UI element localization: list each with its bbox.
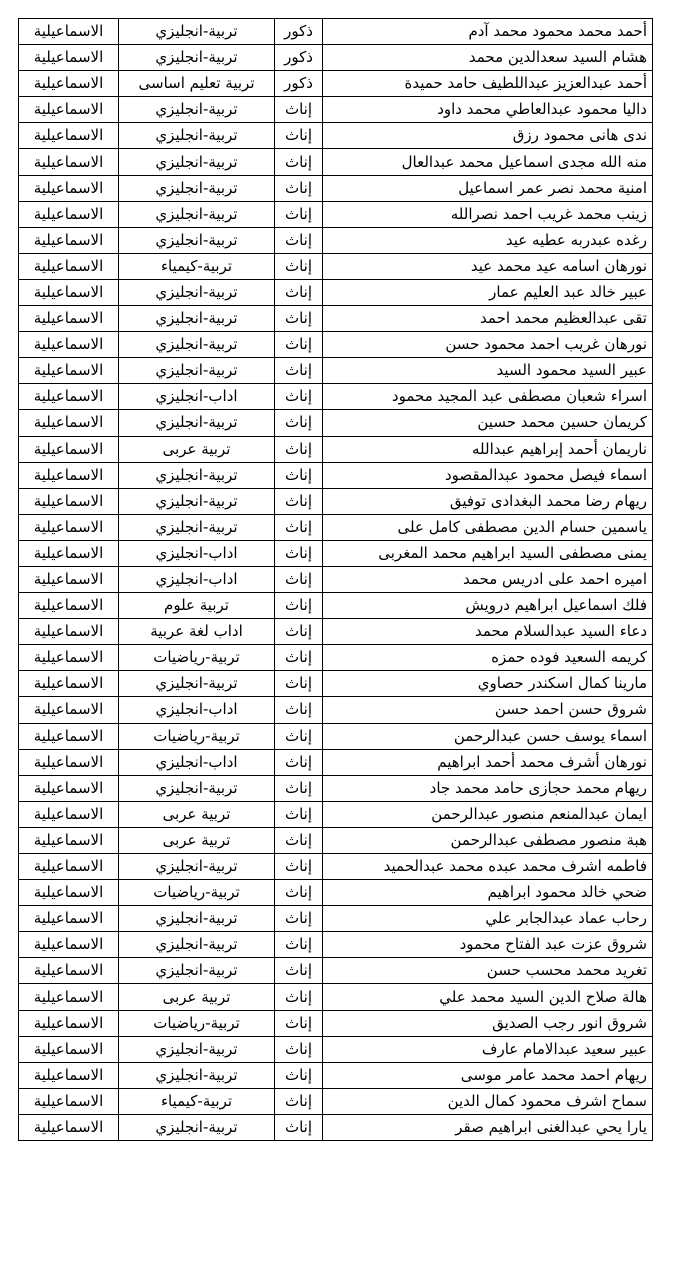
- governorate-cell: الاسماعيلية: [19, 854, 119, 880]
- page-bottom-margin: [0, 1240, 673, 1280]
- gender-cell: إناث: [275, 306, 323, 332]
- name-cell: شروق عزت عبد الفتاح محمود: [323, 932, 653, 958]
- governorate-cell: الاسماعيلية: [19, 827, 119, 853]
- name-cell: رغده عبدربه عطيه عيد: [323, 227, 653, 253]
- governorate-cell: الاسماعيلية: [19, 593, 119, 619]
- table-row: [19, 854, 653, 880]
- name-cell: تقى عبدالعظيم محمد احمد: [323, 306, 653, 332]
- names-table: [18, 18, 653, 1141]
- governorate-cell: الاسماعيلية: [19, 906, 119, 932]
- table-row: [19, 1114, 653, 1140]
- table-row: [19, 723, 653, 749]
- department-cell: تربية-انجليزي: [119, 332, 275, 358]
- department-cell: تربية تعليم اساسى: [119, 71, 275, 97]
- department-cell: تربية-انجليزي: [119, 306, 275, 332]
- name-cell: فاطمه اشرف محمد عبده محمد عبدالحميد: [323, 854, 653, 880]
- governorate-cell: الاسماعيلية: [19, 97, 119, 123]
- table-row: [19, 932, 653, 958]
- governorate-cell: الاسماعيلية: [19, 566, 119, 592]
- gender-cell: إناث: [275, 97, 323, 123]
- table-row: [19, 566, 653, 592]
- name-cell: فلك اسماعيل ابراهيم درويش: [323, 593, 653, 619]
- governorate-cell: الاسماعيلية: [19, 123, 119, 149]
- table-row: [19, 436, 653, 462]
- table-row: [19, 71, 653, 97]
- department-cell: تربية عربى: [119, 827, 275, 853]
- governorate-cell: الاسماعيلية: [19, 410, 119, 436]
- table-row: [19, 880, 653, 906]
- gender-cell: إناث: [275, 488, 323, 514]
- name-cell: ايمان عبدالمنعم منصور عبدالرحمن: [323, 801, 653, 827]
- department-cell: اداب-انجليزي: [119, 566, 275, 592]
- gender-cell: إناث: [275, 1088, 323, 1114]
- gender-cell: إناث: [275, 566, 323, 592]
- governorate-cell: الاسماعيلية: [19, 253, 119, 279]
- name-cell: اسماء يوسف حسن عبدالرحمن: [323, 723, 653, 749]
- governorate-cell: الاسماعيلية: [19, 801, 119, 827]
- table-row: [19, 19, 653, 45]
- gender-cell: إناث: [275, 1062, 323, 1088]
- table-row: [19, 1088, 653, 1114]
- name-cell: هبة منصور مصطفى عبدالرحمن: [323, 827, 653, 853]
- name-cell: مارينا كمال اسكندر حصاوي: [323, 671, 653, 697]
- gender-cell: ذكور: [275, 19, 323, 45]
- table-row: [19, 332, 653, 358]
- department-cell: اداب لغة عربية: [119, 619, 275, 645]
- table-row: [19, 462, 653, 488]
- table-row: [19, 358, 653, 384]
- department-cell: تربية-رياضيات: [119, 1010, 275, 1036]
- table-row: [19, 306, 653, 332]
- gender-cell: إناث: [275, 645, 323, 671]
- gender-cell: إناث: [275, 279, 323, 305]
- gender-cell: إناث: [275, 540, 323, 566]
- gender-cell: إناث: [275, 175, 323, 201]
- gender-cell: ذكور: [275, 71, 323, 97]
- name-cell: شروق انور رجب الصديق: [323, 1010, 653, 1036]
- name-cell: يارا يحي عبدالغنى ابراهيم صقر: [323, 1114, 653, 1140]
- department-cell: تربية-انجليزي: [119, 932, 275, 958]
- gender-cell: إناث: [275, 201, 323, 227]
- gender-cell: إناث: [275, 1114, 323, 1140]
- governorate-cell: الاسماعيلية: [19, 775, 119, 801]
- department-cell: اداب-انجليزي: [119, 540, 275, 566]
- department-cell: تربية-انجليزي: [119, 1062, 275, 1088]
- gender-cell: إناث: [275, 593, 323, 619]
- gender-cell: إناث: [275, 723, 323, 749]
- department-cell: تربية-رياضيات: [119, 880, 275, 906]
- governorate-cell: الاسماعيلية: [19, 984, 119, 1010]
- table-row: [19, 514, 653, 540]
- governorate-cell: الاسماعيلية: [19, 540, 119, 566]
- name-cell: منه الله مجدى اسماعيل محمد عبدالعال: [323, 149, 653, 175]
- department-cell: تربية عربى: [119, 436, 275, 462]
- governorate-cell: الاسماعيلية: [19, 1088, 119, 1114]
- governorate-cell: الاسماعيلية: [19, 1114, 119, 1140]
- table-row: [19, 645, 653, 671]
- department-cell: تربية-انجليزي: [119, 410, 275, 436]
- gender-cell: إناث: [275, 749, 323, 775]
- name-cell: دعاء السيد عبدالسلام محمد: [323, 619, 653, 645]
- governorate-cell: الاسماعيلية: [19, 723, 119, 749]
- governorate-cell: الاسماعيلية: [19, 332, 119, 358]
- department-cell: تربية-انجليزي: [119, 227, 275, 253]
- gender-cell: إناث: [275, 514, 323, 540]
- table-row: [19, 1062, 653, 1088]
- gender-cell: إناث: [275, 854, 323, 880]
- table-body: [19, 19, 653, 1141]
- department-cell: اداب-انجليزي: [119, 384, 275, 410]
- gender-cell: إناث: [275, 880, 323, 906]
- table-row: [19, 201, 653, 227]
- table-row: [19, 671, 653, 697]
- gender-cell: إناث: [275, 801, 323, 827]
- gender-cell: إناث: [275, 827, 323, 853]
- department-cell: اداب-انجليزي: [119, 697, 275, 723]
- name-cell: اميره احمد على ادريس محمد: [323, 566, 653, 592]
- gender-cell: إناث: [275, 410, 323, 436]
- table-row: [19, 1036, 653, 1062]
- table-row: [19, 906, 653, 932]
- name-cell: ياسمين حسام الدين مصطفى كامل على: [323, 514, 653, 540]
- name-cell: كريمان حسين محمد حسين: [323, 410, 653, 436]
- gender-cell: إناث: [275, 462, 323, 488]
- department-cell: تربية-انجليزي: [119, 906, 275, 932]
- table-row: [19, 593, 653, 619]
- name-cell: داليا محمود عبدالعاطي محمد داود: [323, 97, 653, 123]
- gender-cell: إناث: [275, 697, 323, 723]
- name-cell: ريهام رضا محمد البغدادى توفيق: [323, 488, 653, 514]
- department-cell: تربية-انجليزي: [119, 45, 275, 71]
- table-row: [19, 97, 653, 123]
- governorate-cell: الاسماعيلية: [19, 645, 119, 671]
- department-cell: تربية علوم: [119, 593, 275, 619]
- gender-cell: إناث: [275, 932, 323, 958]
- name-cell: ريهام محمد حجازى حامد محمد جاد: [323, 775, 653, 801]
- governorate-cell: الاسماعيلية: [19, 749, 119, 775]
- department-cell: تربية-رياضيات: [119, 723, 275, 749]
- name-cell: ندى هانى محمود رزق: [323, 123, 653, 149]
- table-row: [19, 227, 653, 253]
- table-row: [19, 775, 653, 801]
- gender-cell: إناث: [275, 1036, 323, 1062]
- name-cell: كريمه السعيد فوده حمزه: [323, 645, 653, 671]
- governorate-cell: الاسماعيلية: [19, 958, 119, 984]
- name-cell: نورهان اسامه عيد محمد عيد: [323, 253, 653, 279]
- gender-cell: إناث: [275, 358, 323, 384]
- table-row: [19, 801, 653, 827]
- gender-cell: إناث: [275, 384, 323, 410]
- gender-cell: إناث: [275, 1010, 323, 1036]
- table-row: [19, 488, 653, 514]
- gender-cell: إناث: [275, 253, 323, 279]
- governorate-cell: الاسماعيلية: [19, 358, 119, 384]
- gender-cell: إناث: [275, 123, 323, 149]
- gender-cell: إناث: [275, 227, 323, 253]
- governorate-cell: الاسماعيلية: [19, 436, 119, 462]
- table-row: [19, 175, 653, 201]
- name-cell: اسراء شعبان مصطفى عبد المجيد محمود: [323, 384, 653, 410]
- department-cell: تربية-انجليزي: [119, 462, 275, 488]
- table-row: [19, 123, 653, 149]
- department-cell: تربية-انجليزي: [119, 279, 275, 305]
- governorate-cell: الاسماعيلية: [19, 149, 119, 175]
- name-cell: ناريمان أحمد إبراهيم عبدالله: [323, 436, 653, 462]
- table-row: [19, 384, 653, 410]
- table-row: [19, 149, 653, 175]
- department-cell: تربية عربى: [119, 801, 275, 827]
- gender-cell: إناث: [275, 332, 323, 358]
- name-cell: نورهان غريب احمد محمود حسن: [323, 332, 653, 358]
- table-row: [19, 827, 653, 853]
- table-row: [19, 619, 653, 645]
- table-row: [19, 410, 653, 436]
- table-row: [19, 540, 653, 566]
- governorate-cell: الاسماعيلية: [19, 201, 119, 227]
- governorate-cell: الاسماعيلية: [19, 175, 119, 201]
- name-cell: عبير سعيد عبدالامام عارف: [323, 1036, 653, 1062]
- name-cell: عبير السيد محمود السيد: [323, 358, 653, 384]
- name-cell: امنية محمد نصر عمر اسماعيل: [323, 175, 653, 201]
- department-cell: تربية-انجليزي: [119, 149, 275, 175]
- table-row: [19, 45, 653, 71]
- gender-cell: ذكور: [275, 45, 323, 71]
- gender-cell: إناث: [275, 958, 323, 984]
- name-cell: زينب محمد غريب احمد نصرالله: [323, 201, 653, 227]
- department-cell: تربية-انجليزي: [119, 201, 275, 227]
- table-row: [19, 279, 653, 305]
- governorate-cell: الاسماعيلية: [19, 697, 119, 723]
- governorate-cell: الاسماعيلية: [19, 880, 119, 906]
- governorate-cell: الاسماعيلية: [19, 932, 119, 958]
- department-cell: تربية-انجليزي: [119, 775, 275, 801]
- department-cell: تربية-انجليزي: [119, 175, 275, 201]
- name-cell: أحمد عبدالعزيز عبداللطيف حامد حميدة: [323, 71, 653, 97]
- table-row: [19, 984, 653, 1010]
- name-cell: ريهام احمد محمد عامر موسى: [323, 1062, 653, 1088]
- governorate-cell: الاسماعيلية: [19, 279, 119, 305]
- table-row: [19, 253, 653, 279]
- name-cell: اسماء فيصل محمود عبدالمقصود: [323, 462, 653, 488]
- gender-cell: إناث: [275, 436, 323, 462]
- department-cell: تربية-انجليزي: [119, 19, 275, 45]
- table-row: [19, 958, 653, 984]
- name-cell: هالة صلاح الدين السيد محمد علي: [323, 984, 653, 1010]
- name-cell: عبير خالد عبد العليم عمار: [323, 279, 653, 305]
- governorate-cell: الاسماعيلية: [19, 671, 119, 697]
- governorate-cell: الاسماعيلية: [19, 1062, 119, 1088]
- name-cell: يمنى مصطفى السيد ابراهيم محمد المغربى: [323, 540, 653, 566]
- department-cell: تربية-انجليزي: [119, 671, 275, 697]
- governorate-cell: الاسماعيلية: [19, 384, 119, 410]
- department-cell: تربية-كيمياء: [119, 253, 275, 279]
- name-cell: أحمد محمد محمود محمد آدم: [323, 19, 653, 45]
- name-cell: هشام السيد سعدالدين محمد: [323, 45, 653, 71]
- department-cell: تربية-انجليزي: [119, 1114, 275, 1140]
- governorate-cell: الاسماعيلية: [19, 1010, 119, 1036]
- department-cell: تربية-كيمياء: [119, 1088, 275, 1114]
- governorate-cell: الاسماعيلية: [19, 1036, 119, 1062]
- governorate-cell: الاسماعيلية: [19, 514, 119, 540]
- governorate-cell: الاسماعيلية: [19, 19, 119, 45]
- governorate-cell: الاسماعيلية: [19, 45, 119, 71]
- name-cell: ضحي خالد محمود ابراهيم: [323, 880, 653, 906]
- governorate-cell: الاسماعيلية: [19, 306, 119, 332]
- name-cell: شروق حسن احمد حسن: [323, 697, 653, 723]
- gender-cell: إناث: [275, 984, 323, 1010]
- department-cell: اداب-انجليزي: [119, 749, 275, 775]
- department-cell: تربية-انجليزي: [119, 514, 275, 540]
- name-cell: رحاب عماد عبدالجابر علي: [323, 906, 653, 932]
- gender-cell: إناث: [275, 149, 323, 175]
- gender-cell: إناث: [275, 671, 323, 697]
- table-row: [19, 697, 653, 723]
- governorate-cell: الاسماعيلية: [19, 488, 119, 514]
- name-cell: تغريد محمد محسب حسن: [323, 958, 653, 984]
- department-cell: تربية-انجليزي: [119, 123, 275, 149]
- department-cell: تربية-انجليزي: [119, 358, 275, 384]
- governorate-cell: الاسماعيلية: [19, 71, 119, 97]
- name-cell: سماح اشرف محمود كمال الدين: [323, 1088, 653, 1114]
- department-cell: تربية-انجليزي: [119, 958, 275, 984]
- gender-cell: إناث: [275, 775, 323, 801]
- name-cell: نورهان أشرف محمد أحمد ابراهيم: [323, 749, 653, 775]
- gender-cell: إناث: [275, 906, 323, 932]
- gender-cell: إناث: [275, 619, 323, 645]
- table-row: [19, 749, 653, 775]
- department-cell: تربية عربى: [119, 984, 275, 1010]
- department-cell: تربية-رياضيات: [119, 645, 275, 671]
- department-cell: تربية-انجليزي: [119, 854, 275, 880]
- governorate-cell: الاسماعيلية: [19, 619, 119, 645]
- table-row: [19, 1010, 653, 1036]
- department-cell: تربية-انجليزي: [119, 1036, 275, 1062]
- governorate-cell: الاسماعيلية: [19, 227, 119, 253]
- department-cell: تربية-انجليزي: [119, 97, 275, 123]
- department-cell: تربية-انجليزي: [119, 488, 275, 514]
- governorate-cell: الاسماعيلية: [19, 462, 119, 488]
